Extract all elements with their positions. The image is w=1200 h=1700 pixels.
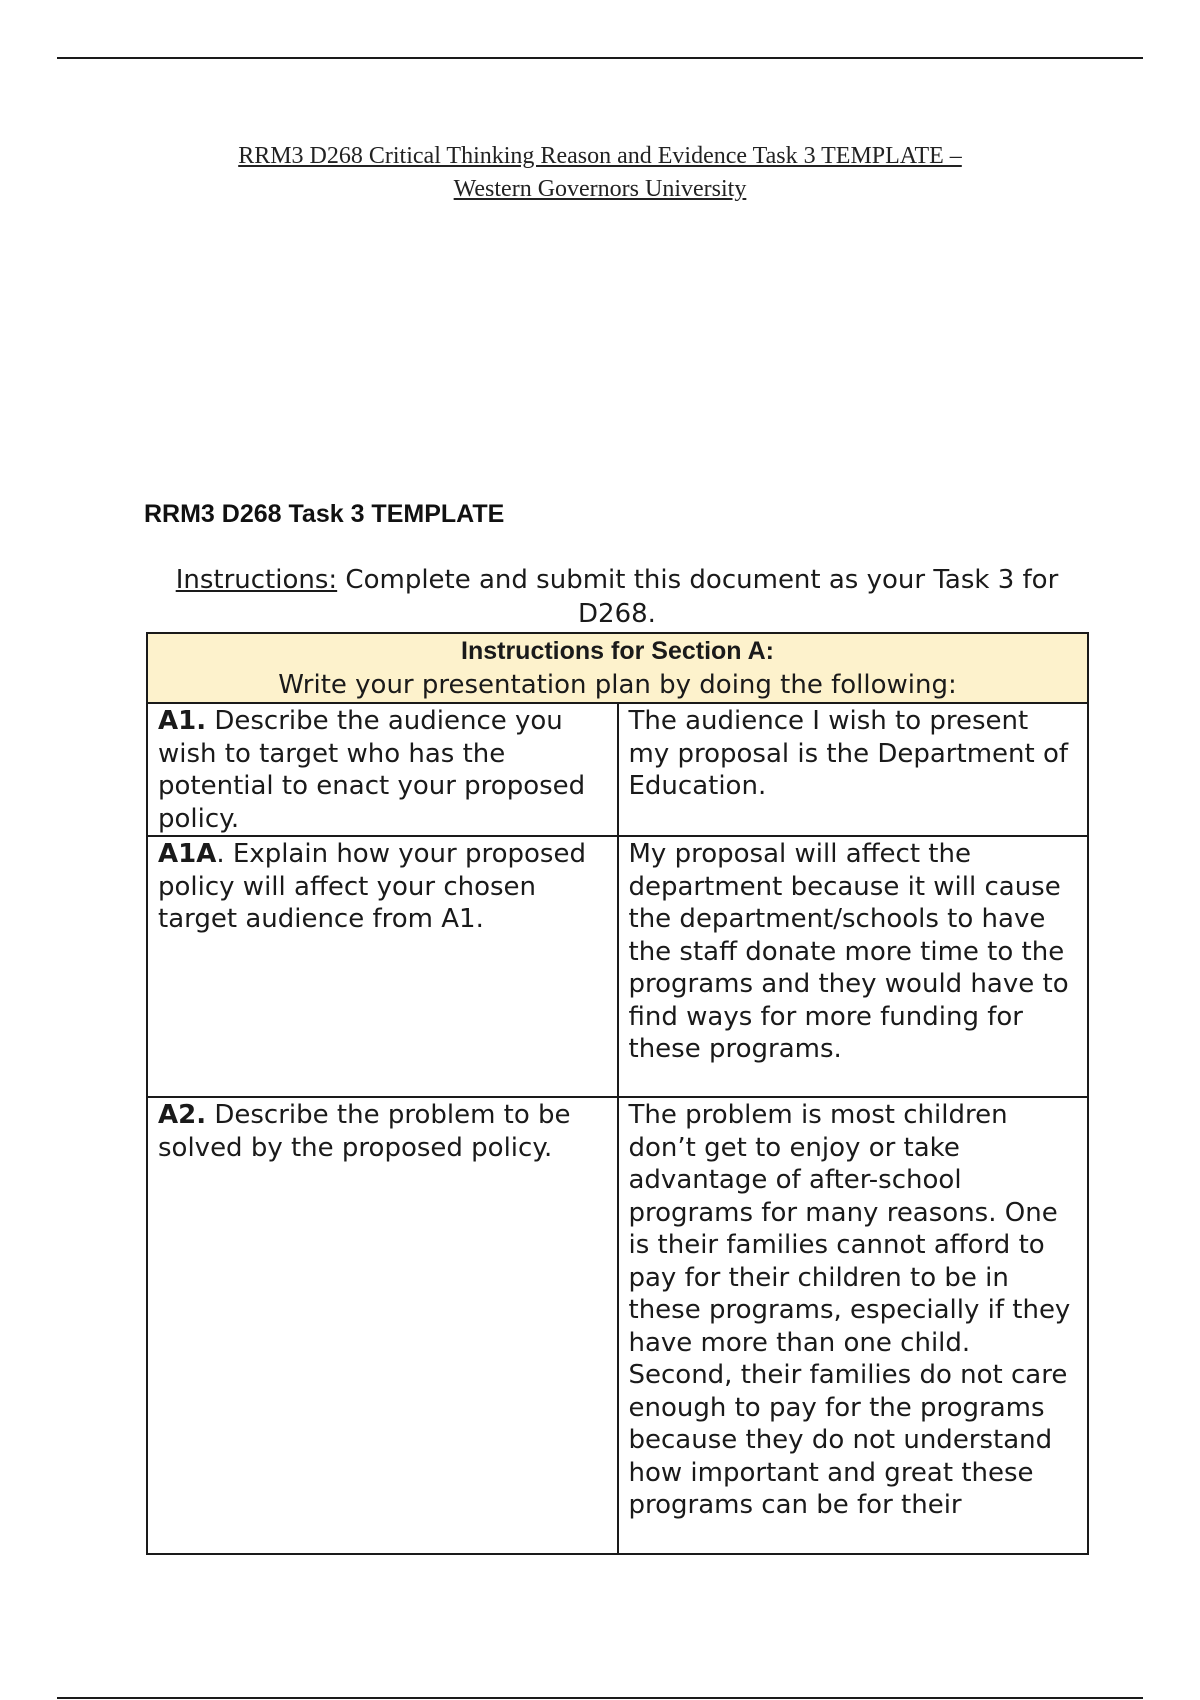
prompt-code: A1A bbox=[158, 839, 217, 869]
top-page-rule bbox=[57, 57, 1143, 59]
table-row bbox=[147, 1097, 1088, 1554]
document-title-line-1: RRM3 D268 Critical Thinking Reason and Evidence Task 3 TEMPLATE – bbox=[238, 143, 962, 169]
document-title bbox=[150, 140, 1050, 206]
section-a-subtitle: Write your presentation plan by doing the following: bbox=[278, 670, 957, 700]
instructions-paragraph bbox=[145, 563, 1089, 631]
prompt-cell-a2 bbox=[147, 1097, 618, 1554]
instructions-label: Instructions: bbox=[175, 565, 338, 595]
prompt-text: Describe the audience you wish to target who has the potential to enact your proposed policy. bbox=[158, 706, 586, 834]
table-row bbox=[147, 836, 1088, 1097]
bottom-page-rule bbox=[57, 1697, 1143, 1699]
prompt-cell-a1 bbox=[147, 703, 618, 836]
prompt-code: A1. bbox=[158, 706, 207, 736]
prompt-code: A2. bbox=[158, 1100, 207, 1130]
prompt-cell-a1a bbox=[147, 836, 618, 1097]
document-title-line-2: Western Governors University bbox=[453, 176, 747, 202]
response-cell-a1[interactable]: The audience I wish to present my proposal is the Department of Education. bbox=[618, 703, 1089, 836]
template-heading: RRM3 D268 Task 3 TEMPLATE bbox=[144, 500, 505, 528]
section-a-header bbox=[147, 633, 1088, 703]
section-a-header-row bbox=[147, 633, 1088, 703]
prompt-text: . Explain how your proposed policy will affect your chosen target audience from A1. bbox=[158, 839, 586, 934]
table-row bbox=[147, 703, 1088, 836]
presentation-plan-table bbox=[146, 632, 1089, 1555]
prompt-text: Describe the problem to be solved by the proposed policy. bbox=[158, 1100, 571, 1163]
instructions-text: Complete and submit this document as your Task 3 for D268. bbox=[337, 565, 1059, 629]
response-cell-a2[interactable]: The problem is most children don’t get to enjoy or take advantage of after-school programs for many reasons. One is their families cannot afford to pay for their children to be in these programs, especially if they have more than one child. Second, their families do not care enough to pay for the programs because they do not understand how important and great these programs can be for their bbox=[618, 1097, 1089, 1554]
response-cell-a1a[interactable]: My proposal will affect the department because it will cause the department/schools to have the staff donate more time to the programs and they would have to find ways for more funding for these programs. bbox=[618, 836, 1089, 1097]
section-a-title: Instructions for Section A: bbox=[461, 637, 774, 665]
